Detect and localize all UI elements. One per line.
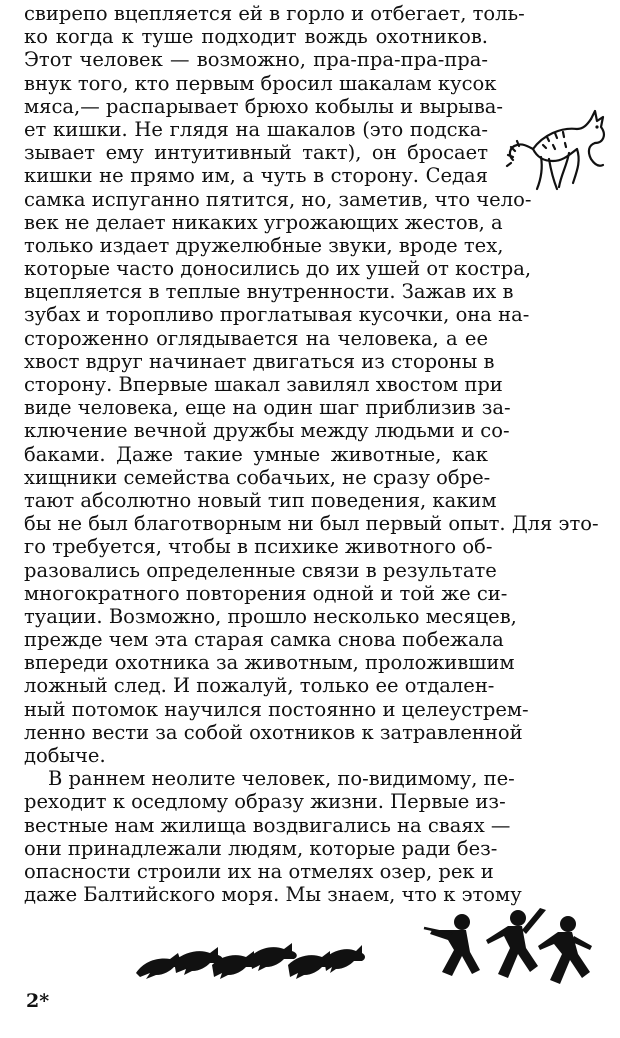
text-line: бы не был благотворным ни был первый опыт. Для это-: [24, 512, 599, 536]
hunters-illustration: [422, 900, 598, 992]
text-line: которые часто доносились до их ушей от костра,: [24, 257, 532, 281]
text-line: сторону. Впервые шакал завилял хвостом при: [24, 373, 503, 396]
running-dogs-illustration: [134, 935, 366, 980]
text-line: хищники семейства собачьих, не сразу обре-: [24, 465, 491, 489]
text-line: В раннем неолите человек, по-видимому, пе-: [48, 767, 515, 791]
text-line: вцепляется в теплые внутренности. Зажав их в: [24, 280, 514, 304]
text-line: ко когда к туше подходит вождь охотников.: [24, 25, 488, 49]
text-line: реходит к оседлому образу жизни. Первые из-: [24, 790, 506, 814]
text-line: тают абсолютно новый тип поведения, каким: [24, 488, 497, 512]
text-line: многократного повторения одной и той же си-: [24, 581, 508, 605]
text-line: ложный след. И пожалуй, только ее отдален-: [24, 674, 495, 698]
text-line: ный потомок научился постоянно и целеустрем-: [24, 697, 529, 721]
text-line: зывает ему интуитивный такт), он бросает: [24, 141, 488, 165]
text-line: ключение вечной дружбы между людьми и со-: [24, 419, 510, 443]
body-text: [24, 2, 599, 907]
text-line: вестные нам жилища воздвигались на сваях —: [24, 813, 511, 837]
text-line: прежде чем эта старая самка снова побежала: [24, 628, 504, 652]
text-line: туации. Возможно, прошло несколько месяцев,: [24, 604, 517, 628]
text-line: го требуется, чтобы в психике животного об-: [24, 535, 493, 559]
jackal-illustration: [503, 105, 613, 195]
text-line: опасности строили их на отмелях озер, рек и: [24, 859, 494, 883]
text-line: только издает дружелюбные звуки, вроде тех,: [24, 233, 504, 257]
text-line: ленно вести за собой охотников к затравленной: [24, 720, 523, 744]
text-line: они принадлежали людям, которые ради без-: [24, 836, 498, 860]
text-line: баками. Даже такие умные животные, как: [24, 442, 488, 466]
text-line: кишки не прямо им, а чуть в сторону. Седая: [24, 164, 488, 188]
page-number: 2*: [26, 990, 50, 1012]
text-line: хвост вдруг начинает двигаться из стороны в: [24, 349, 495, 373]
text-line: мяса,— распарывает брюхо кобылы и вырыва-: [24, 94, 504, 118]
text-line: впереди охотника за животным, проложившим: [24, 651, 515, 675]
text-line: разовались определенные связи в результате: [24, 558, 497, 582]
text-line: свирепо вцепляется ей в горло и отбегает, толь-: [24, 2, 525, 25]
text-line: зубах и торопливо проглатывая кусочки, она на-: [24, 303, 530, 327]
text-line: ет кишки. Не глядя на шакалов (это подска-: [24, 117, 488, 141]
text-line: даже Балтийского моря. Мы знаем, что к этому: [24, 883, 522, 907]
text-line: внук того, кто первым бросил шакалам кусок: [24, 71, 497, 95]
text-line: век не делает никаких угрожающих жестов, а: [24, 210, 503, 234]
text-line: самка испуганно пятится, но, заметив, что чело-: [24, 187, 532, 211]
text-line: стороженно оглядывается на человека, а ее: [24, 326, 488, 350]
text-line: добыче.: [24, 744, 106, 767]
text-line: Этот человек — возможно, пра-пра-пра-пра-: [24, 48, 488, 72]
text-line: виде человека, еще на один шаг приблизив за-: [24, 396, 511, 420]
